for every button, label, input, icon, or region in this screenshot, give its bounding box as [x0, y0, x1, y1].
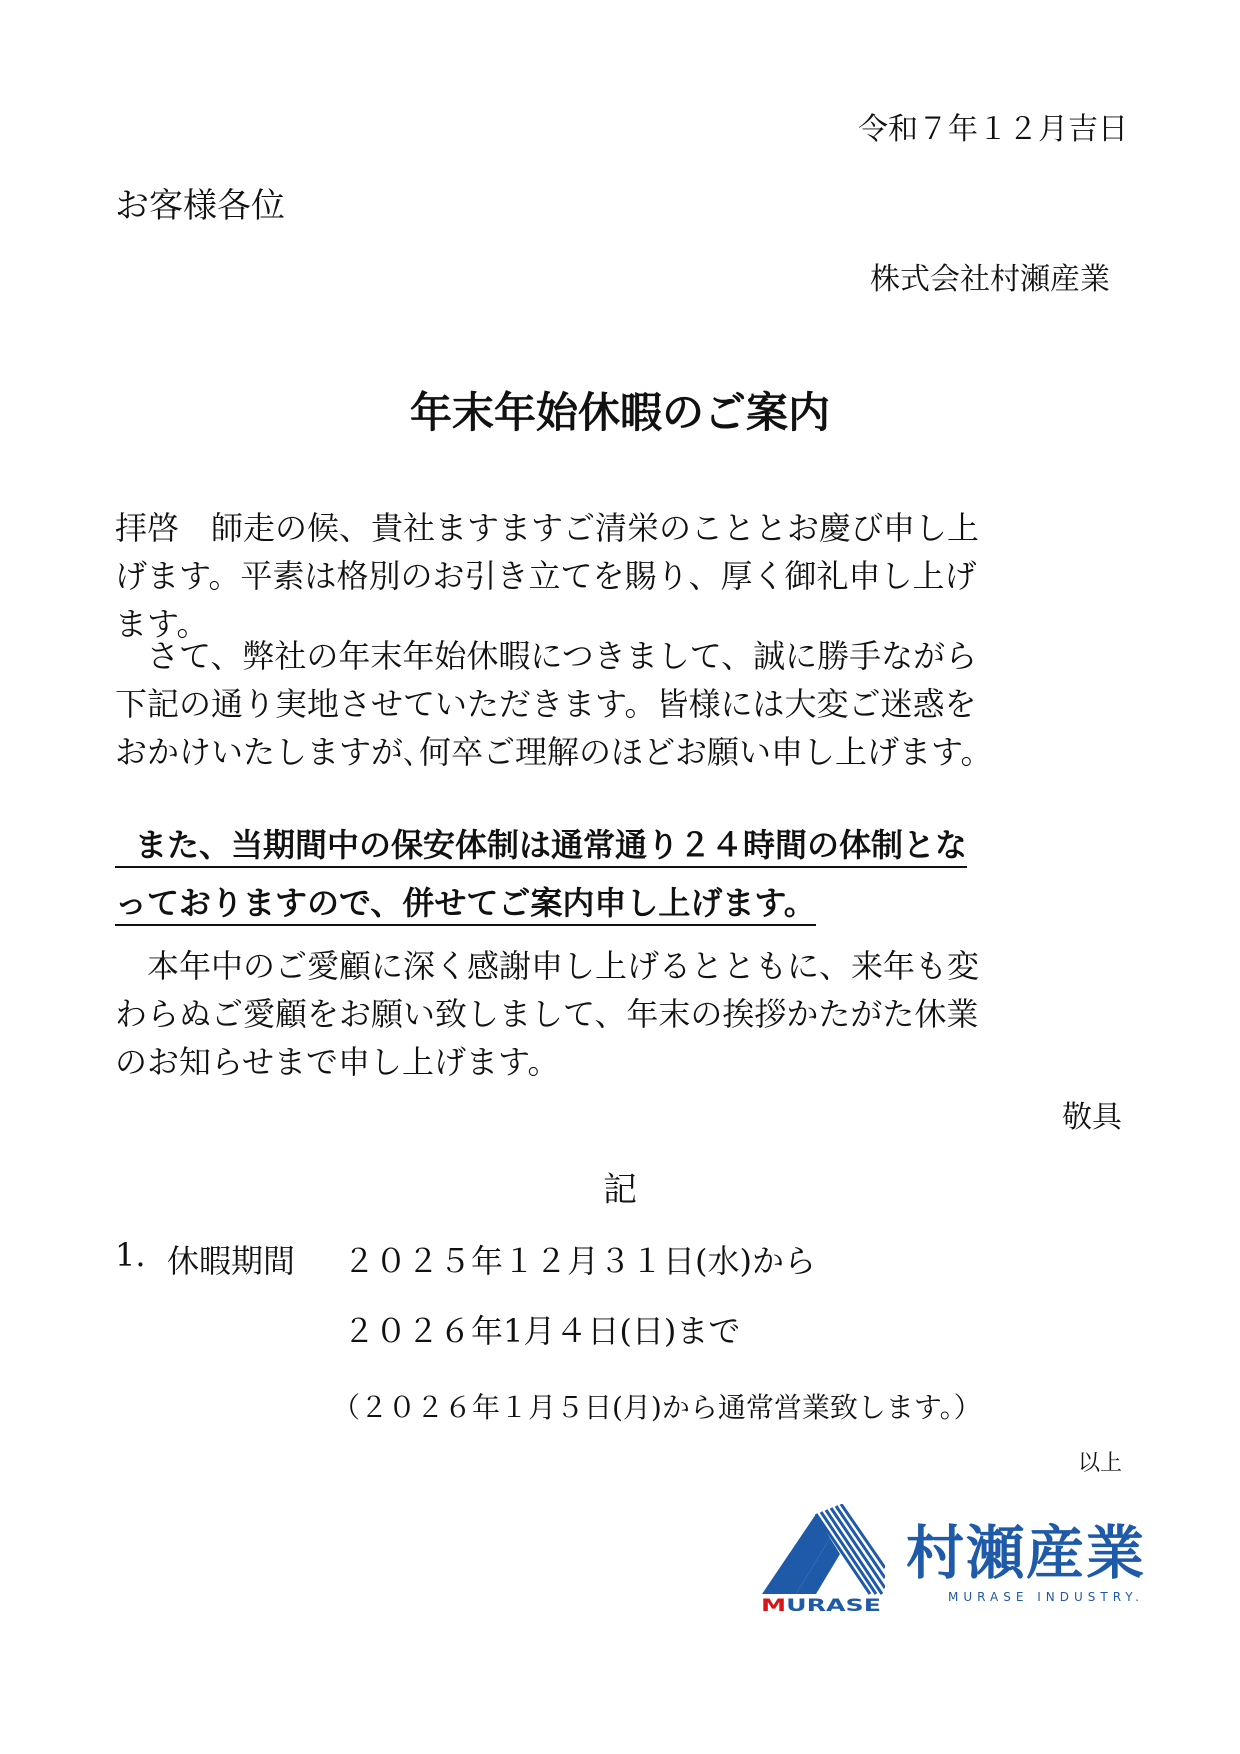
addressee: お客様各位 [115, 186, 285, 226]
document-title: 年末年始休暇のご案内 [409, 388, 830, 437]
sender-company: 株式会社村瀬産業 [870, 262, 1110, 297]
thanks-line: わらぬご愛顧をお願い致しまして、年末の挨拶かたがた休業 [115, 995, 979, 1033]
thanks-line: 本年中のご愛顧に深く感謝申し上げるとともに、来年も変 [115, 947, 980, 985]
security-notice [115, 816, 1135, 932]
security-notice-text: っておりますので、併せてご案内申し上げます。 [115, 884, 816, 926]
announcement-line: 下記の通り実地させていただきます。皆様には大変ご迷惑を [115, 685, 977, 723]
issue-date: 令和７年１２月吉日 [858, 112, 1128, 147]
svg-text:MURASE [761, 1596, 881, 1614]
greeting-line: げます。平素は格別のお引き立てを賜り、厚く御礼申し上げ [115, 557, 977, 595]
announcement-line: さて、弊社の年末年始休暇につきまして、誠に勝手ながら [115, 637, 978, 675]
security-notice-line [115, 816, 1135, 874]
thanks-line: のお知らせまで申し上げます。 [115, 1043, 560, 1081]
logo-subtitle: MURASE INDUSTRY. [948, 1590, 1144, 1604]
ki-heading: 記 [603, 1170, 637, 1210]
business-resume-note: （２０２６年１月５日(月)から通常営業致します。） [332, 1391, 982, 1424]
holiday-end: ２０２６年1月４日(日)まで [343, 1312, 741, 1350]
item-number: 1. [115, 1236, 146, 1274]
logo-wordmark-initial: M [761, 1596, 778, 1614]
announcement-paragraph [115, 632, 1125, 776]
security-notice-line [115, 874, 1135, 932]
company-logo [760, 1504, 1147, 1614]
announcement-line: おかけいたしますが､何卒ご理解のほどお願い申し上げます。 [115, 733, 993, 771]
logo-company-name: 村瀬産業 [906, 1519, 1147, 1587]
greeting-line: ます。 [115, 605, 209, 643]
logo-wordmark-rest: URASE [786, 1596, 851, 1614]
murase-mountain-icon [760, 1504, 885, 1614]
closing-keigu: 敬具 [1062, 1100, 1122, 1135]
holiday-start: ２０２５年１２月３１日(水)から [343, 1242, 816, 1280]
holiday-period-label: 休暇期間 [167, 1242, 296, 1280]
security-notice-text: また、当期間中の保安体制は通常通り２４時間の体制とな [115, 826, 967, 868]
end-mark: 以上 [1077, 1451, 1122, 1476]
thanks-paragraph [115, 942, 1125, 1086]
greeting-line: 拝啓 師走の候、貴社ますますご清栄のこととお慶び申し上 [115, 509, 980, 547]
greeting-paragraph [115, 504, 1125, 648]
